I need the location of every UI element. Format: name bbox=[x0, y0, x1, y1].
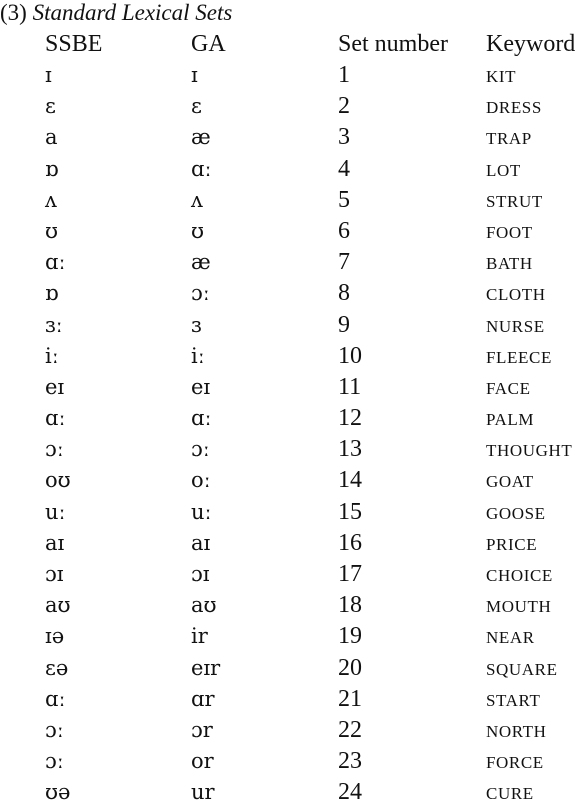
keyword-cell: CURE bbox=[486, 784, 534, 804]
ssbe-cell: ɒ bbox=[45, 281, 59, 306]
keyword-cell: GOOSE bbox=[486, 503, 546, 523]
table-row bbox=[0, 654, 588, 685]
table-row bbox=[0, 778, 588, 809]
keyword-cell: MOUTH bbox=[486, 597, 552, 617]
ga-cell: ɔr bbox=[191, 717, 213, 742]
set-number-cell: 22 bbox=[338, 716, 362, 743]
set-number-cell: 12 bbox=[338, 405, 362, 432]
header-set-number: Set number bbox=[338, 31, 448, 57]
set-number-cell: 7 bbox=[338, 249, 350, 276]
keyword-cell: START bbox=[486, 690, 541, 710]
set-number-cell: 9 bbox=[338, 311, 350, 338]
example-title: Standard Lexical Sets bbox=[32, 0, 233, 25]
ga-cell: oː bbox=[191, 468, 211, 493]
ssbe-cell: ɑː bbox=[45, 250, 66, 275]
example-caption bbox=[0, 0, 232, 26]
ssbe-cell: ɔː bbox=[45, 749, 64, 774]
ga-cell: æ bbox=[191, 250, 211, 275]
ssbe-cell: a bbox=[45, 125, 58, 150]
ssbe-cell: ɜː bbox=[45, 312, 63, 337]
keyword-cell: GOAT bbox=[486, 472, 534, 492]
table-row bbox=[0, 123, 588, 154]
table-row bbox=[0, 591, 588, 622]
set-number-cell: 23 bbox=[338, 748, 362, 775]
ga-cell: ɔː bbox=[191, 281, 210, 306]
ga-cell: ʌ bbox=[191, 187, 203, 212]
table-row bbox=[0, 279, 588, 310]
ga-cell: ɜ bbox=[191, 312, 202, 337]
keyword-cell: TRAP bbox=[486, 129, 532, 149]
keyword-cell: FLEECE bbox=[486, 347, 552, 367]
set-number-cell: 5 bbox=[338, 186, 350, 213]
keyword-cell: STRUT bbox=[486, 191, 543, 211]
ssbe-cell: ɪə bbox=[45, 624, 65, 649]
table-row bbox=[0, 747, 588, 778]
keyword-cell: NORTH bbox=[486, 721, 547, 741]
keyword-cell: CLOTH bbox=[486, 285, 546, 305]
ga-cell: uː bbox=[191, 499, 212, 524]
ga-cell: iː bbox=[191, 343, 205, 368]
keyword-cell: NEAR bbox=[486, 628, 535, 648]
table-row bbox=[0, 529, 588, 560]
ssbe-cell: uː bbox=[45, 499, 66, 524]
ga-cell: ɑː bbox=[191, 156, 212, 181]
table-row bbox=[0, 498, 588, 529]
keyword-cell: FOOT bbox=[486, 222, 533, 242]
table-header bbox=[0, 30, 588, 58]
set-number-cell: 17 bbox=[338, 561, 362, 587]
ssbe-cell: ʌ bbox=[45, 187, 57, 212]
set-number-cell: 10 bbox=[338, 342, 362, 369]
ga-cell: ɪ bbox=[191, 63, 198, 87]
keyword-cell: FACE bbox=[486, 378, 531, 398]
keyword-cell: PRICE bbox=[486, 534, 538, 554]
keyword-cell: BATH bbox=[486, 254, 533, 274]
set-number-cell: 21 bbox=[338, 685, 362, 712]
keyword-cell: DRESS bbox=[486, 98, 542, 118]
table-row bbox=[0, 92, 588, 123]
keyword-cell: CHOICE bbox=[486, 566, 553, 585]
table-row bbox=[0, 560, 588, 591]
ga-cell: ɔː bbox=[191, 437, 210, 462]
set-number-cell: 15 bbox=[338, 498, 362, 525]
ssbe-cell: aɪ bbox=[45, 530, 65, 555]
ga-cell: ɑː bbox=[191, 406, 212, 431]
table-body bbox=[0, 61, 588, 810]
ga-cell: æ bbox=[191, 125, 211, 150]
keyword-cell: THOUGHT bbox=[486, 441, 573, 461]
set-number-cell: 18 bbox=[338, 592, 362, 619]
set-number-cell: 4 bbox=[338, 155, 350, 182]
ga-cell: ɛ bbox=[191, 94, 202, 119]
ga-cell: ur bbox=[191, 780, 215, 805]
ga-cell: or bbox=[191, 749, 214, 774]
ssbe-cell: ɑː bbox=[45, 686, 66, 711]
ssbe-cell: ɔː bbox=[45, 717, 64, 742]
table-row bbox=[0, 342, 588, 373]
keyword-cell: SQUARE bbox=[486, 659, 558, 679]
table-row bbox=[0, 716, 588, 747]
set-number-cell: 1 bbox=[338, 62, 350, 88]
table-row bbox=[0, 466, 588, 497]
ga-cell: aɪ bbox=[191, 530, 211, 555]
set-number-cell: 20 bbox=[338, 654, 362, 681]
ga-cell: ɑr bbox=[191, 686, 215, 711]
table-row bbox=[0, 435, 588, 466]
lexical-sets-table bbox=[0, 30, 588, 806]
ga-cell: ɔɪ bbox=[191, 562, 210, 586]
ga-cell: aʊ bbox=[191, 593, 217, 618]
ssbe-cell: ʊ bbox=[45, 218, 59, 243]
set-number-cell: 16 bbox=[338, 529, 362, 556]
table-row bbox=[0, 186, 588, 217]
ssbe-cell: ɑː bbox=[45, 406, 66, 431]
ssbe-cell: ɪ bbox=[45, 63, 52, 87]
table-row bbox=[0, 373, 588, 404]
ssbe-cell: ɒ bbox=[45, 156, 59, 181]
set-number-cell: 2 bbox=[338, 93, 350, 120]
ssbe-cell: ɛə bbox=[45, 655, 69, 680]
table-row bbox=[0, 248, 588, 279]
ssbe-cell: ɛ bbox=[45, 94, 56, 119]
ssbe-cell: aʊ bbox=[45, 593, 71, 618]
ssbe-cell: oʊ bbox=[45, 468, 71, 493]
set-number-cell: 3 bbox=[338, 124, 350, 151]
set-number-cell: 13 bbox=[338, 436, 362, 463]
set-number-cell: 6 bbox=[338, 217, 350, 244]
ssbe-cell: ɔɪ bbox=[45, 562, 64, 586]
set-number-cell: 19 bbox=[338, 623, 362, 650]
set-number-cell: 11 bbox=[338, 373, 362, 400]
ga-cell: ir bbox=[191, 624, 208, 649]
ga-cell: eɪ bbox=[191, 374, 211, 399]
set-number-cell: 8 bbox=[338, 280, 350, 307]
ga-cell: ʊ bbox=[191, 218, 205, 243]
header-ssbe: SSBE bbox=[45, 31, 103, 57]
ssbe-cell: ɔː bbox=[45, 437, 64, 462]
keyword-cell: PALM bbox=[486, 410, 535, 430]
table-row bbox=[0, 404, 588, 435]
ssbe-cell: ʊə bbox=[45, 780, 71, 805]
ga-cell: eɪr bbox=[191, 655, 221, 680]
table-row bbox=[0, 155, 588, 186]
keyword-cell: LOT bbox=[486, 160, 521, 180]
set-number-cell: 24 bbox=[338, 779, 362, 806]
header-ga: GA bbox=[191, 31, 226, 57]
keyword-cell: FORCE bbox=[486, 753, 544, 773]
set-number-cell: 14 bbox=[338, 467, 362, 494]
table-row bbox=[0, 622, 588, 653]
keyword-cell: KIT bbox=[486, 67, 517, 86]
ssbe-cell: eɪ bbox=[45, 374, 65, 399]
table-row bbox=[0, 217, 588, 248]
table-row bbox=[0, 685, 588, 716]
ssbe-cell: iː bbox=[45, 343, 59, 368]
keyword-cell: NURSE bbox=[486, 316, 545, 336]
header-keyword: Keyword bbox=[486, 31, 576, 57]
table-row bbox=[0, 61, 588, 92]
table-row bbox=[0, 311, 588, 342]
example-number: (3) bbox=[0, 0, 27, 25]
